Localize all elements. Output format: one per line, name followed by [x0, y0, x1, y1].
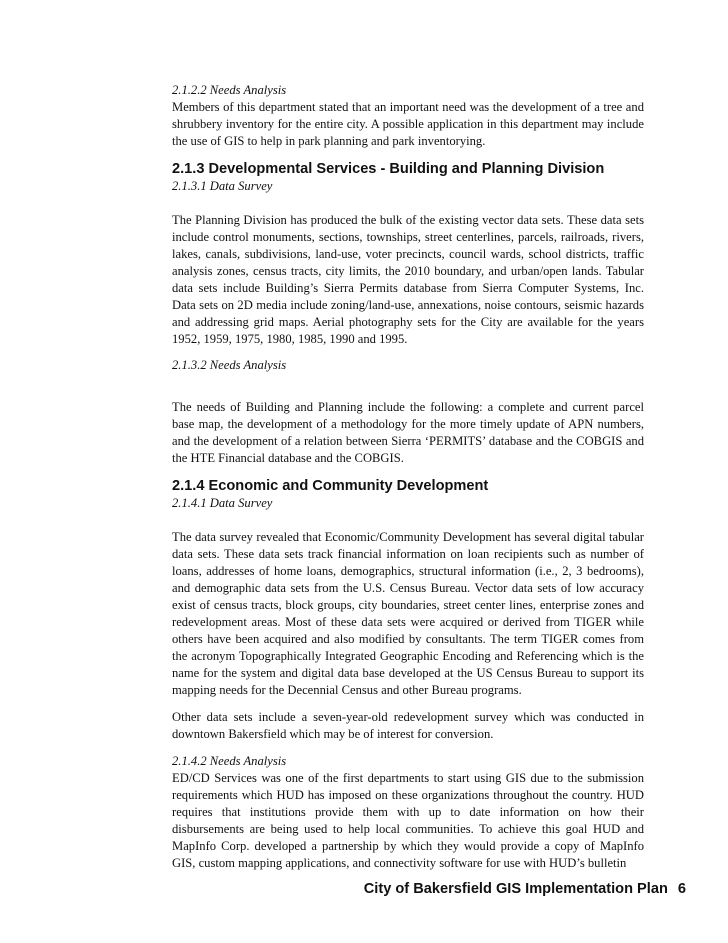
- subsection-heading-2-1-2-2: 2.1.2.2 Needs Analysis: [172, 83, 287, 97]
- paragraph-planning-needs: The needs of Building and Planning include the following: a complete and current parcel base map, the development of a methodology for the more timely update of APN numbers, and the development of a relation between Sierra ‘PERMITS’ database and the COBGIS and the HTE Financial database and the COBGIS.: [172, 400, 644, 465]
- subsection-heading-2-1-3-1: 2.1.3.1 Data Survey: [172, 179, 273, 193]
- page-body: [172, 82, 644, 872]
- section-heading-2-1-4: 2.1.4 Economic and Community Development: [172, 478, 489, 494]
- subsection-heading-2-1-4-2: 2.1.4.2 Needs Analysis: [172, 754, 287, 768]
- paragraph-parks-needs: Members of this department stated that an important need was the development of a tree and shrubbery inventory for the entire city. A possible application in this department may include the use of GIS to help in park planning and park inventorying.: [172, 100, 644, 148]
- paragraph-ecd-data-survey: The data survey revealed that Economic/Community Development has several digital tabular data sets. These data sets track financial information on loan recipients such as number of loans, addresses of home loans, demographics, structural information (i.e., 2, 3 bedrooms), and demographic data sets from the U.S. Census Bureau. Vector data sets of low accuracy exist of census tracts, block groups, city boundaries, street center lines, enterprise zones and redevelopment areas. Most of these data sets were acquired or derived from TIGER while others have been acquired and also modified by consultants. The term TIGER comes from the acronym Topographically Integrated Geographic Encoding and Referencing which is the name for the system and digital data base developed at the US Census Bureau to support its mapping needs for the Decennial Census and other Bureau programs.: [172, 530, 644, 697]
- section-heading-2-1-3: 2.1.3 Developmental Services - Building and Planning Division: [172, 161, 605, 177]
- subsection-heading-2-1-3-2: 2.1.3.2 Needs Analysis: [172, 358, 287, 372]
- paragraph-ecd-other-data: Other data sets include a seven-year-old redevelopment survey which was conducted in downtown Bakersfield which may be of interest for conversion.: [172, 710, 644, 741]
- subsection-heading-2-1-4-1: 2.1.4.1 Data Survey: [172, 496, 273, 510]
- page-number: 6: [677, 881, 686, 897]
- paragraph-planning-data-survey: The Planning Division has produced the bulk of the existing vector data sets. These data sets include control monuments, sections, townships, street centerlines, parcels, railroads, rivers, lakes, canals, subdivisions, land-use, voter precincts, council wards, school districts, traffic analysis zones, census tracts, city limits, the 2010 boundary, and urban/open lands. Tabular data sets include Building’s Sierra Permits database from Sierra Computer Systems, Inc. Data sets on 2D media include zoning/land-use, annexations, noise contours, seismic hazards and addressing grid maps. Aerial photography sets for the City are available for the years 1952, 1959, 1975, 1980, 1985, 1990 and 1995.: [172, 213, 644, 346]
- page-footer: [300, 881, 686, 897]
- paragraph-ecd-needs: ED/CD Services was one of the first departments to start using GIS due to the submission requirements which HUD has imposed on these organizations throughout the country. HUD requires that institutions provide them with up to date information on how their disbursements are being used to help local communities. To achieve this goal HUD and MapInfo Corp. developed a partnership by which they would provide a copy of MapInfo GIS, custom mapping applications, and connectivity software for use with HUD’s bulletin: [172, 771, 644, 870]
- footer-title: City of Bakersfield GIS Implementation Plan: [363, 881, 668, 897]
